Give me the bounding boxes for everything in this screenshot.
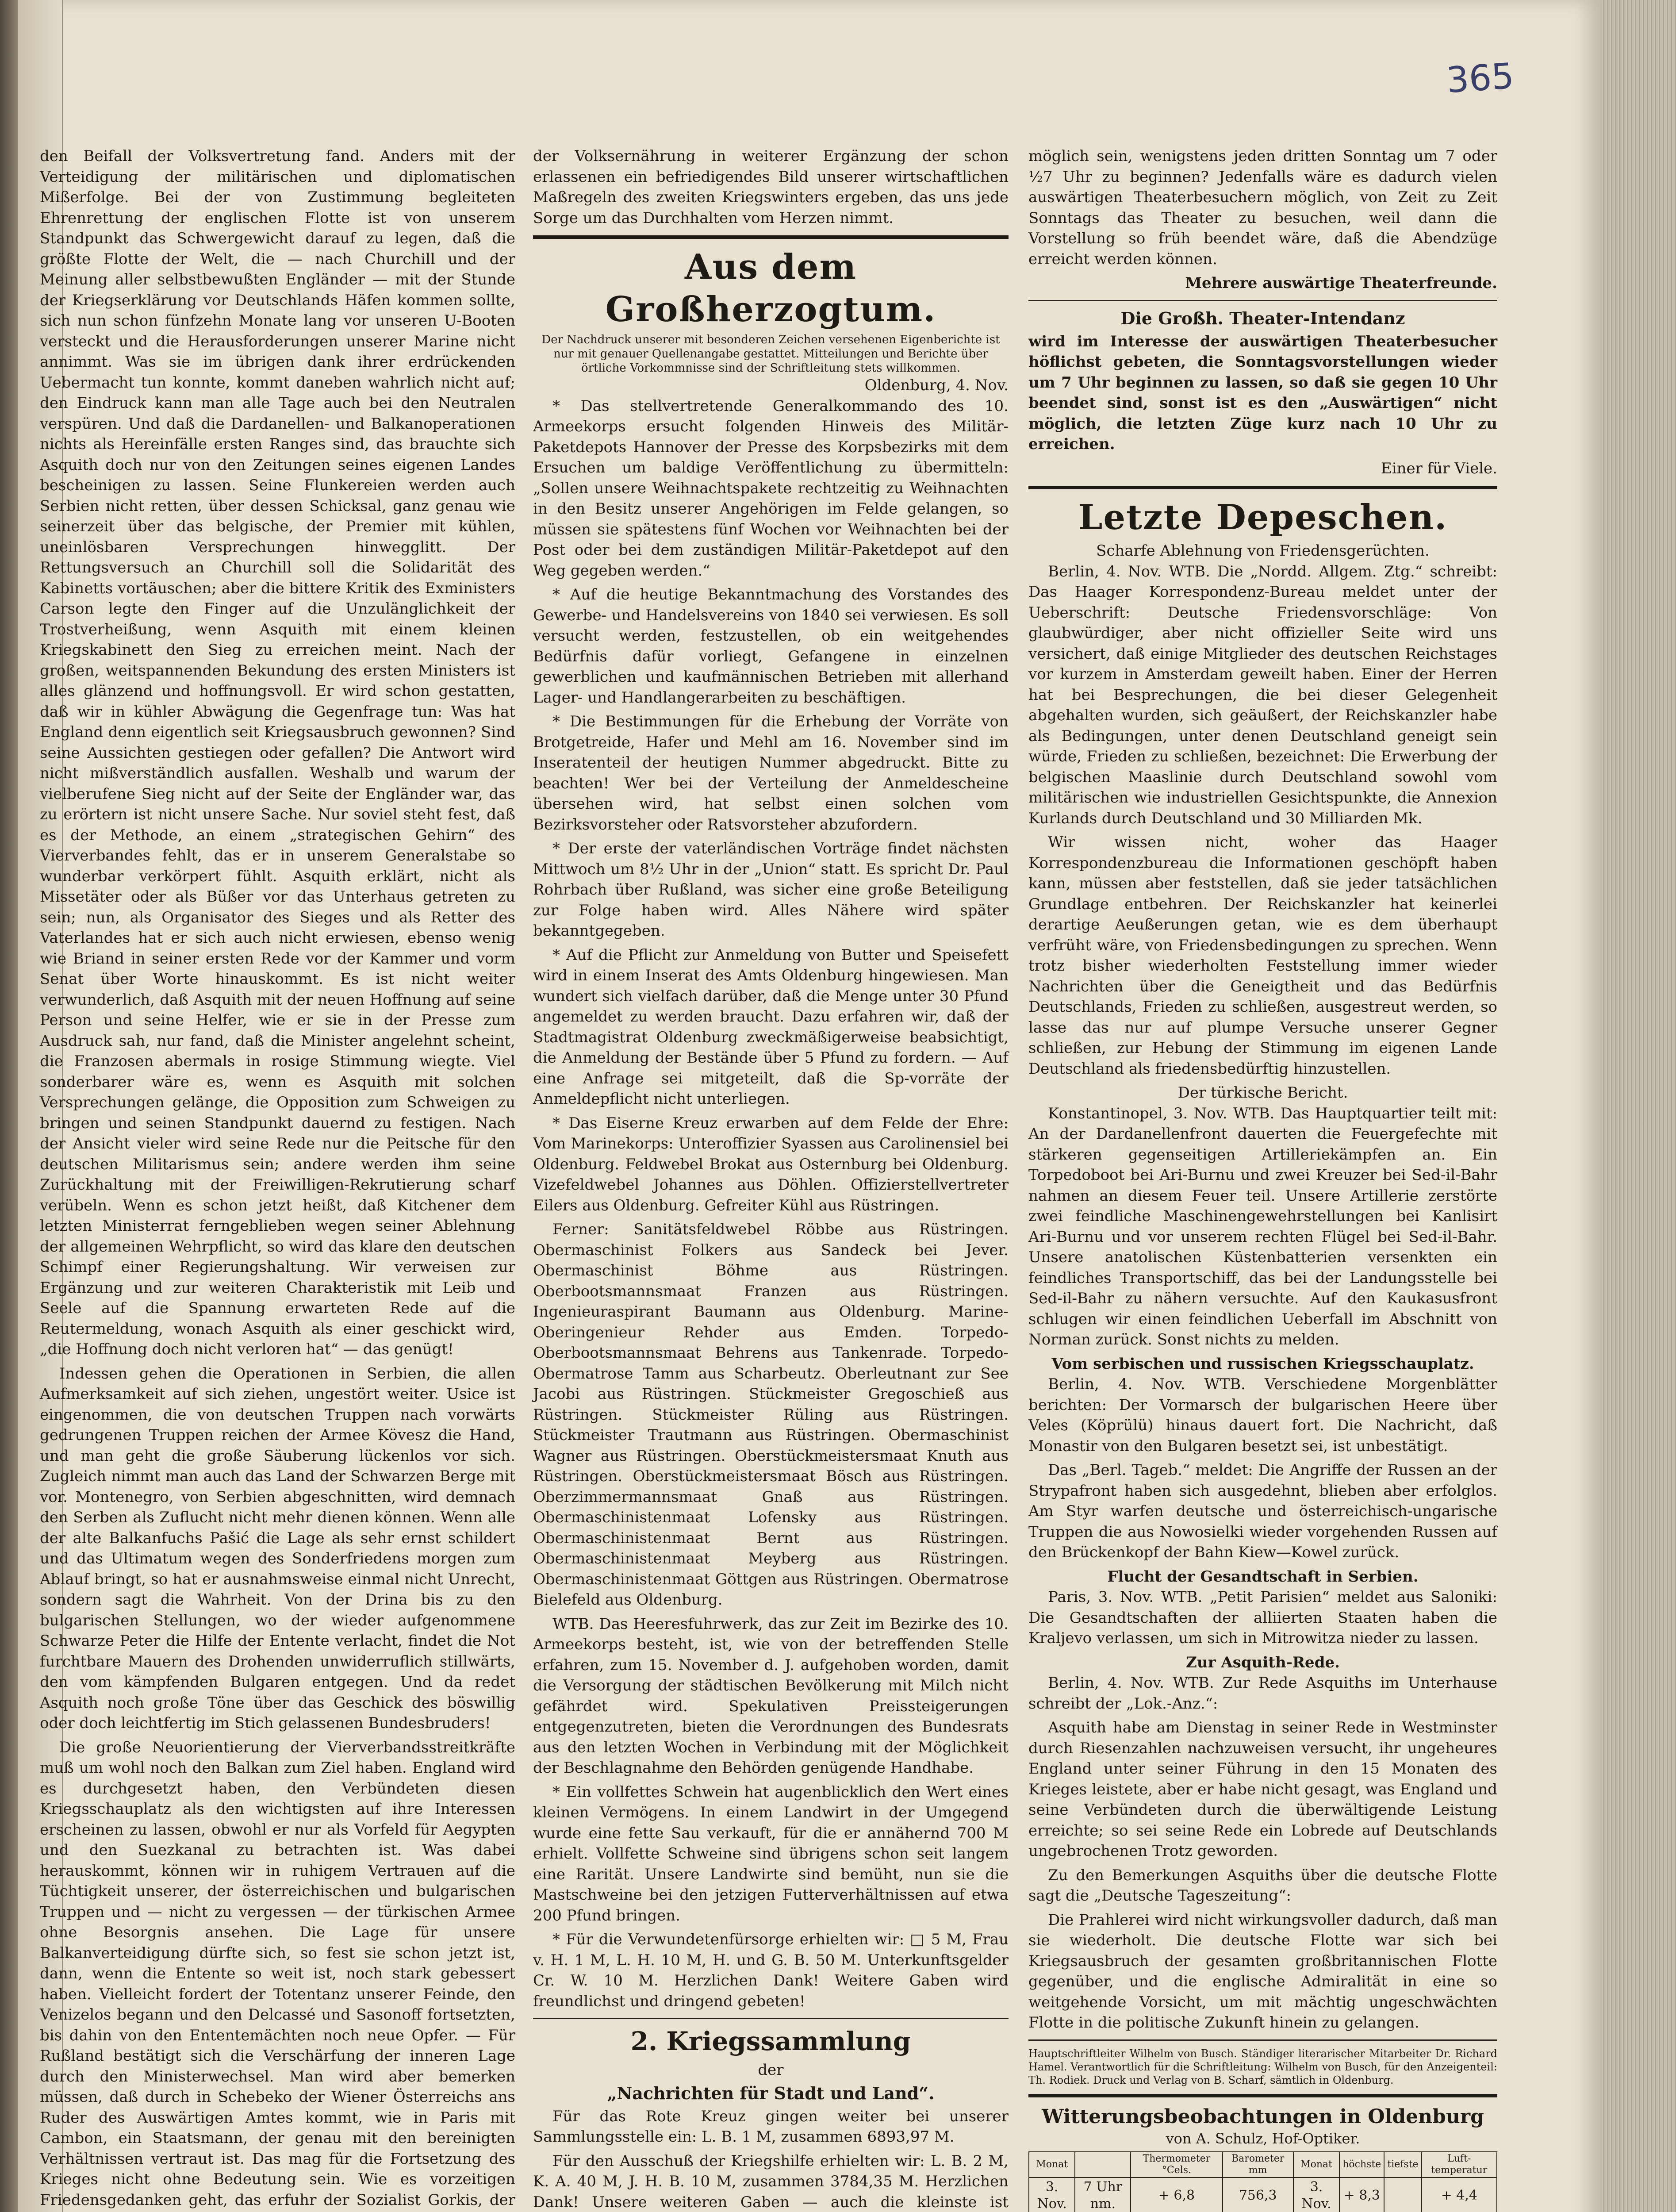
news-item: WTB. Das Heeresfuhrwerk, das zur Zeit im Bezirke des 10. Armeekorps besteht, ist, wie von der betreffenden Stelle erfahren, zum 15. November d. J. aufgehoben worden, damit die Versorgung der städtischen Bevölkerung mit Milch nicht gefährdet wird. Spekulativen Preissteigerungen entgegenzutreten, bieten die Verordnungen des Bundesrats aus den letzten Wochen in Verbindung mit der Möglichkeit der Beschlagnahme den Behörden genügende Handhabe. [533, 1615, 1009, 1777]
weather-header [1075, 2152, 1131, 2177]
collection-item: Für das Rote Kreuz gingen weiter bei unserer Sammlungsstelle ein: L. B. 1 M, zusammen 6893,97 M. [533, 2107, 1009, 2146]
intendanz-sign: Einer für Viele. [1381, 459, 1497, 477]
col1-paragraph: Die große Neuorientierung der Vierverbandsstreitkräfte muß um wohl noch den Balkan zum Ziel haben. England wird es durchgesetzt haben, den Verbündeten diesen Kriegsschauplatz als den wichtigsten auf ihre Interessen erscheinen zu lassen, obwohl er nur als Vorfeld für Aegypten und den Suezkanal zu betrachten ist. Was dabei herauskommt, können wir in ruhigem Vertrauen auf die Tüchtigkeit unserer, der österreichischen und bulgarischen Truppen und — nicht zu vergessen — der türkischen Armee ohne Besorgnis ansehen. Die Lage für unsere Balkanverteidigung dürfte sich, so fest sie schon jetzt ist, dann, wenn die Entente so weit ist, noch stark gebessert haben. Vielleicht fordert der Totentanz unserer Feinde, den Venizelos begann und den Delcassé und Sasonoff fortsetzten, bis dahin von den Ententemächten noch neue Opfer. — Für Rußland bestätigt sich die Verschärfung der inneren Lage durch den Ministerwechsel. Man wird aber bemerken müssen, daß durch in Schebeko der Wiener Österreichs ans Ruder des Auswärtigen Amtes kommt, wie in Paris mit Cambon, ein Staatsmann, der genau mit den bereinigten Verhältnissen vertraut ist. Das mag für die Fortsetzung des Krieges nicht ohne Bedeutung sein. Wie es vorzeitigen Friedensgedanken geht, das erfuhr der Sozialist Gorkis, der [40, 1738, 515, 2209]
table-row [1029, 2177, 1497, 2212]
weather-table [1028, 2151, 1497, 2212]
weather-header-row [1029, 2152, 1497, 2177]
dep5-sub: Zur Asquith-Rede. [1186, 1653, 1340, 1671]
col1-paragraph: Indessen gehen die Operationen in Serbien, die allen Aufmerksamkeit auf sich ziehen, ungestört weiter. Usice ist eingenommen, die von deutschen Truppen nach vorwärts gedrungenen Truppen reichen der Armee Kövesz die Hand, und man geht die große Säuberung lückenlos vor sich. Zugleich nimmt man auch das Land der Schwarzen Berge mit vor. Montenegro, von Serbien abgeschnitten, wird demnach den Serben als Zuflucht nicht mehr dienen können. Wenn alle der alte Balkanfuchs Pašić die Lage als sehr ernst schildert und das Ultimatum wegen des Sonderfriedens morgen zum Ablauf bringt, so hat er ausnahmsweise einmal nicht Unrecht, sondern sagt die Wahrheit. Von der Drina bis zu den bulgarischen Stellungen, wo der wieder aufgenommene Schwarze Peter die Hilfe der Entente verlacht, findet die Not furchtbare Mauern des Drohenden unwiderruflich stillwärts, den vom kämpfenden Bulgaren entgegen. Und da redet Asquith noch große Töne über das Geschick des böswillig oder doch leichtfertig im Stich gelassenen Bundesbruders! [40, 1364, 515, 1732]
weather-header: Thermometer °Cels. [1131, 2152, 1222, 2177]
page-stack-edge [1601, 0, 1676, 2212]
weather-cell: + 8,3 [1339, 2177, 1384, 2212]
intendanz-title: Die Großh. Theater-Intendanz [1120, 308, 1405, 328]
dep1-text2: Wir wissen nicht, woher das Haager Korrespondenzbureau die Informationen geschöpft haben kann, müssen aber feststellen, daß sie jeder tatsächlichen Grundlage entbehren. Der Reichskanzler hat keinerlei derartige Aeußerungen getan, wie es dem überhaupt verfrüht wäre, von Friedensbedingungen zu sprechen. Wenn trotz bisher wiederholten Feststellung immer wieder Nachrichten über die Geneigtheit und das Bedürfnis Deutschlands, Frieden zu schließen, ausgestreut werden, so lasse das nur auf plumpe Versuche unserer Gegner schließen, zur Hebung der Stimmung im eigenen Lande Deutschland als friedensbedürftig hinzustellen. [1028, 833, 1497, 1078]
collection-item: Für den Ausschuß der Kriegshilfe erhielten wir: L. B. 2 M, K. A. 40 M, J. H. B. 10 M, zusammen 3784,35 M. Herzlichen Dank! Unsere weiteren Gaben — auch die kleinste ist [533, 2152, 1009, 2211]
divider [1028, 2094, 1497, 2097]
col2-intro: der Volksernährung in weiterer Ergänzung der schon erlassenen ein befriedigendes Bild unserer wirtschaftlichen Maßregeln des zweiten Kriegswinters ergeben, das uns jede Sorge um das Durchhalten vom Herzen nimmt. [533, 147, 1009, 227]
dep3-sub: Vom serbischen und russischen Kriegsschauplatz. [1051, 1355, 1474, 1373]
intendanz-text: wird im Interesse der auswärtigen Theaterbesucher höflichst gebeten, die Sonntagsvorstellungen wieder um 7 Uhr beginnen zu lassen, so daß sie gegen 10 Uhr beendet sind, sonst ist es den „Auswärtigen“ nicht möglich, die letzten Züge kurz nach 10 Uhr zu erreichen. [1028, 332, 1497, 453]
dep5-text4: Die Prahlerei wird nicht wirkungsvoller dadurch, daß man sie wiederholt. Die deutsche Flotte war sich bei Kriegsausbruch der gesamten großbritannischen Flotte gegenüber, und die englische Admiralität in eine so weitgehende Vorsicht, um mit mächtig ungeschwächten Flotte in die politische Zukunft hinein zu gelangen. [1028, 1911, 1497, 2032]
dep5-text3: Zu den Bemerkungen Asquiths über die deutsche Flotte sagt die „Deutsche Tageszeitung“: [1028, 1866, 1497, 1905]
dep5-text2: Asquith habe am Dienstag in seiner Rede in Westminster durch Riesenzahlen nachzuweisen versucht, ihr ungeheures England unter seiner Führung in den 15 Monaten des Krieges leistete, aber er habe nicht gesagt, was England und seine Verbündeten durch die überwältigende Leistung erreichte; so sei seine Rede ein Lobrede auf Deutschlands ungebrochenen Trotz geworden. [1028, 1719, 1497, 1860]
dep1-text: Berlin, 4. Nov. WTB. Die „Nordd. Allgem. Ztg.“ schreibt: Das Haager Korrespondenz-Bureau meldet unter der Ueberschrift: Deutsche Friedensvorschläge: Von glaubwürdiger, aber nicht offizieller Seite wird uns versichert, daß einige Mitglieder des deutschen Reichstages vor kurzem in Amsterdam geweilt haben. Einer der Herren hat bei Besprechungen, die bei dieser Gelegenheit abgehalten wurden, sich geäußert, der Reichskanzler habe als Bedingungen, unter denen Deutschland geneigt sein würde, Frieden zu schließen, bezeichnet: Die Erwerbung der belgischen Maaslinie durch Deutschland sowohl vom militärischen wie industriellen Gesichtspunkte, die Annexion Kurlands durch Deutschland und 30 Milliarden Mk. [1028, 562, 1497, 827]
dep1-sub: Scharfe Ablehnung von Friedensgerüchten. [1096, 542, 1430, 560]
weather-cell: + 4,4 [1422, 2177, 1497, 2212]
weather-header: Monat [1293, 2152, 1339, 2177]
divider [1028, 300, 1497, 301]
weather-cell: 7 Uhr nm. [1075, 2177, 1131, 2212]
dep5-text: Berlin, 4. Nov. WTB. Zur Rede Asquiths im Unterhause schreibt der „Lok.-Anz.“: [1028, 1674, 1497, 1713]
weather-cell: + 6,8 [1131, 2177, 1222, 2212]
divider [533, 2018, 1009, 2019]
news-item: * Für die Verwundetenfürsorge erhielten wir: □ 5 M, Frau v. H. 1 M, L. H. 10 M, H. und G. B. 50 M. Unterkunftsgelder Cr. W. 10 M. Herzlichen Dank! Weitere Gaben wird freundlichst und dringend gebeten! [533, 1931, 1009, 2010]
news-item: * Das stellvertretende Generalkommando des 10. Armeekorps ersucht folgenden Hinweis des Militär-Paketdepots Hannover der Presse des Korpsbezirks mit dem Ersuchen um baldige Veröffentlichung zu übermitteln: „Sollen unsere Weihnachtspakete rechtzeitig zu Weihnachten in den Besitz unserer Angehörigen im Felde gelangen, so müssen sie spätestens fünf Wochen vor Weihnachten bei der Post oder bei dem zuständigen Militär-Paketdepot auf den Weg gegeben werden.“ [533, 397, 1009, 580]
weather-cell: 3. Nov. [1029, 2177, 1075, 2212]
col1-paragraph: den Beifall der Volksvertretung fand. Anders mit der Verteidigung der militärischen und diplomatischen Mißerfolge. Bei der von Zustimmung begleiteten Ehrenrettung der englischen Flotte ist von unserem Standpunkt das Schwergewicht darauf zu legen, daß die größte Flotte der Welt, die — nach Churchill und der Meinung aller selbstbewußten Engländer — mit der Stunde der Kriegserklärung vor Deutschlands Häfen kommen sollte, sich nun schon fünfzehn Monate lang vor unseren U-Booten versteckt und die Herausforderungen unserer Marine nicht annimmt. Was sie im übrigen dank ihrer erdrückenden Uebermacht tun konnte, kommt daneben wahrlich nicht auf; den Eindruck kann man alle Tage auch bei den Neutralen verspüren. Und daß die Dardanellen- und Balkanoperationen nichts als Hereinfälle ersten Ranges sind, das brauchte sich Asquith doch nur von den Zeitungen seines eigenen Landes bescheinigen zu lassen. Seine Flunkereien werden auch Serbien nicht retten, über dessen Schicksal, ganz genau wie seinerzeit über das belgische, der Premier mit kühlen, uneinlösbaren Versprechungen hinwegglitt. Der Rettungsversuch an Churchill soll die Solidarität des Kabinetts vortäuschen; aber die bittere Kritik des Exministers Carson legte den Finger auf die Unzulänglichkeit der Trostverheißung, wenn Asquith mit einem kleinen Kriegskabinett den Sieg zu erreichen meint. Nach der großen, weitspannenden Bekundung des ersten Ministers ist alles glänzend und hoffnungsvoll. Er wird schon gestatten, daß wir in kühler Abwägung die Gegenfrage tun: Was hat England denn eigentlich seit Kriegsausbruch gewonnen? Sind seine Aussichten gestiegen oder gefallen? Die Antwort wird nicht mißverständlich ausfallen. Weshalb und warum der vielberufene Sieg nicht auf der Seite der Engländer war, das zu erörtern ist nicht unsere Sache. Nur soviel steht fest, daß es der Methode, an einem „strategischen Gehirn“ des Vierverbandes fehlt, das er in unserem Generalstabe so wunderbar verkörpert fühlt. Asquith erklärt, nicht als Missetäter oder als Büßer vor das Unterhaus getreten zu sein; nun, als Organisator des Sieges und als Retter des Vaterlandes hat er sich auch nicht erwiesen, ebenso wenig wie Briand in seiner ersten Rede vor der Kammer und vorm Senat über Worte hinauskommt. Es ist nicht weiter verwunderlich, daß Asquith mit der neuen Hoffnung auf seine Person und seine Helfer, wie er sie in der Presse zum Ausdruck sah, nur fand, daß die Minister angelehnt scheint, die Franzosen abermals in rosige Stimmung wiegte. Viel sonderbarer wäre es, wenn es Asquith mit solchen Versprechungen gelänge, die Opposition zum Schweigen zu bringen und seinen Standpunkt dauernd zu festigen. Nach der Ansicht vieler wird seine Rede nur die Peitsche für den deutschen Militarismus sein; andere werden ihm seine Zurückhaltung mit der Freiwilligen-Rekrutierung scharf verübeln. Wenn es schon jetzt heißt, daß Kitchener dem letzten Ministerrat ferngeblieben wegen seiner Ablehnung der allgemeinen Wehrpflicht, so wird das klare den deutschen Schimpf einer Regierungshaltung. Wir verweisen zur Ergänzung und zur weiteren Charakteristik mit Leib und Seele auf die Spannung erwarteten Rede auf die Reutermeldung, wonach Asquith als einer geschickt wird, „die Hoffnung doch nicht verloren hat“ — das genügt! [40, 147, 515, 1358]
page-number: 365 [1445, 55, 1515, 101]
divider [533, 235, 1009, 239]
weather-title: Witterungsbeobachtungen in Oldenburg [1042, 2105, 1484, 2128]
news-item: * Auf die Pflicht zur Anmeldung von Butter und Speisefett wird in einem Inserat des Amts Oldenburg hingewiesen. Man wundert sich vielfach darüber, daß die Menge unter 30 Pfund angemeldet zu werden braucht. Dazu erfahren wir, daß der Stadtmagistrat Oldenburg zweckmäßigerweise beabsichtigt, die Anmeldung der Bestände über 5 Pfund zu fordern. — Auf eine Anfrage sei mitgeteilt, daß die Sp-vorräte der Anmeldepflicht nicht unterliegen. [533, 946, 1009, 1108]
weather-by: von A. Schulz, Hof-Optiker. [1166, 2130, 1360, 2147]
col3-intro: möglich sein, wenigstens jeden dritten Sonntag um 7 oder ½7 Uhr zu beginnen? Jedenfalls wäre es dadurch vielen auswärtigen Theaterbesuchern möglich, von Zeit zu Zeit Sonntags das Theater zu besuchen, weil dann die Vorstellung so früh beendet wäre, daß die Abendzüge erreicht werden können. [1028, 147, 1497, 268]
imprint: Hauptschriftleiter Wilhelm von Busch. Ständiger literarischer Mitarbeiter Dr. Richard Hamel. Verantwortlich für die Schriftleitung: Wilhelm von Busch, für den Anzeigenteil: Th. Rodiek. Druck und Verlag von B. Scharf, sämtlich in Oldenburg. [1028, 2047, 1497, 2086]
intro-sign: Mehrere auswärtige Theaterfreunde. [1185, 274, 1497, 292]
news-item: * Der erste der vaterländischen Vorträge findet nächsten Mittwoch um 8½ Uhr in der „Union“ statt. Es spricht Dr. Paul Rohrbach über Rußland, was sicher eine große Beteiligung zur Folge haben wird. Alles Nähere wird später bekanntgegeben. [533, 840, 1009, 940]
weather-header: tiefste [1384, 2152, 1421, 2177]
section-title-grossherzogtum: Aus dem Großherzogtum. [605, 247, 936, 330]
weather-header: Monat [1029, 2152, 1075, 2177]
weather-header: Barometer mm [1223, 2152, 1293, 2177]
news-item: * Ein vollfettes Schwein hat augenblicklich den Wert eines kleinen Vermögens. In einem Landwirt in der Umgegend wurde eine fette Sau verkauft, für die er annähernd 700 M erhielt. Vollfette Schweine sind übrigens schon seit langem eine Rarität. Unsere Landwirte sind bemüht, nun sie die Mastschweine bei den jetzigen Futterverhältnissen auf etwa 200 Pfund bringen. [533, 1783, 1009, 1924]
depeschen-title: Letzte Depeschen. [1078, 497, 1448, 538]
dep3-text: Berlin, 4. Nov. WTB. Verschiedene Morgenblätter berichten: Der Vormarsch der bulgarischen Heere über Veles (Köprülü) hinaus dauert fort. Die Nachricht, daß Monastir von den Bulgaren besetzt sei, ist unbestätigt. [1028, 1375, 1497, 1455]
divider [1028, 2039, 1497, 2041]
weather-cell [1384, 2177, 1421, 2212]
weather-cell: 756,3 [1223, 2177, 1293, 2212]
column-3 [1028, 146, 1497, 2212]
news-item: * Auf die heutige Bekanntmachung des Vorstandes des Gewerbe- und Handelsvereins von 1840 sei verwiesen. Es soll versucht werden, festzustellen, ob ein weitgehendes Bedürfnis dafür vorliegt, Gefangene in einzelnen gewerblichen und kaufmännischen Betrieben mit allerhand Lager- und Handlangerarbeiten zu beschäftigen. [533, 586, 1009, 707]
weather-header: höchste [1339, 2152, 1384, 2177]
weather-header: Luft-temperatur [1422, 2152, 1497, 2177]
weather-cell: 3. Nov. [1293, 2177, 1339, 2212]
collection-title: 2. Kriegssammlung [630, 2026, 911, 2056]
news-item: Ferner: Sanitätsfeldwebel Röbbe aus Rüstringen. Obermaschinist Folkers aus Sandeck bei Jever. Obermaschinist Böhme aus Rüstringen. Oberbootsmannsmaat Franzen aus Rüstringen. Ingenieuraspirant Baumann aus Oldenburg. Marine-Oberingenieur Rehder aus Emden. Torpedo-Oberbootsmannsmaat Behrens aus Tankenrade. Torpedo-Obermatrose Tamm aus Scharbeutz. Oberleutnant zur See Jacobi aus Rüstringen. Stückmeister Gregoschieß aus Rüstringen. Stückmeister Rüling aus Rüstringen. Stückmeister Trautmann aus Rüstringen. Obermaschinist Wagner aus Rüstringen. Oberstückmeistersmaat Knuth aus Rüstringen. Oberstückmeistersmaat Bösch aus Rüstringen. Oberzimmermannsmaat Gnaß aus Rüstringen. Obermaschinistenmaat Lofensky aus Rüstringen. Obermaschinistenmaat Bernt aus Rüstringen. Obermaschinistenmaat Meyberg aus Rüstringen. Obermaschinistenmaat Göttgen aus Rüstringen. Obermatrose Bielefeld aus Oldenburg. [533, 1221, 1009, 1609]
dep2-sub: Der türkische Bericht. [1177, 1084, 1348, 1102]
divider [1028, 486, 1497, 489]
news-item: * Das Eiserne Kreuz erwarben auf dem Felde der Ehre: Vom Marinekorps: Unteroffizier Syassen aus Carolinensiel bei Oldenburg. Feldwebel Brokat aus Osternburg bei Oldenburg. Vizefeldwebel Johannes aus Döhlen. Offizierstellvertreter Eilers aus Oldenburg. Gefreiter Kühl aus Rüstringen. [533, 1114, 1009, 1214]
dep4-text: Paris, 3. Nov. WTB. „Petit Parisien“ meldet aus Saloniki: Die Gesandtschaften der alliierten Staaten haben die Kraljevo verlassen, um sich in Mitrowitza nieder zu lassen. [1028, 1588, 1497, 1647]
column-2 [533, 146, 1009, 2212]
dep2-text: Konstantinopel, 3. Nov. WTB. Das Hauptquartier teilt mit: An der Dardanellenfront dauerten die Feuergefechte mit stärkeren gegenseitigen Artilleriekämpfen an. Ein Torpedoboot bei Ari-Burnu und zwei Kreuzer bei Sed-il-Bahr nahmen an diesem Feuer teil. Unsere Artillerie zerstörte zwei feindliche Maschinengewehrstellungen bei Kanlisirt Ari-Burnu und vor unserem rechten Flügel bei Sed-il-Bahr. Unsere anatolischen Küstenbatterien versenkten ein feindliches Transportschiff, das bei der Landungsstelle bei Sed-il-Bahr zu nähern versuchte. Auf den Kaukasusfront schlugen wir einen feindlichen Ueberfall im Abschnitt von Norman zurück. Sonst nichts zu melden. [1028, 1104, 1497, 1348]
collection-der: der [758, 2061, 784, 2079]
dep4-sub: Flucht der Gesandtschaft in Serbien. [1107, 1567, 1419, 1586]
book-binding [0, 0, 18, 2212]
news-item: * Die Bestimmungen für die Erhebung der Vorräte von Brotgetreide, Hafer und Mehl am 16. November sind im Inseratenteil der heutigen Nummer abgedruckt. Bitte zu beachten! Wer bei der Verteilung der Anmeldescheine übersehen wird, hat selbst einen solchen vom Bezirksvorsteher oder Ratsvorsteher abzufordern. [533, 713, 1009, 833]
column-1 [40, 146, 515, 2212]
collection-paper: „Nachrichten für Stadt und Land“. [607, 2083, 935, 2103]
dep3-text2: Das „Berl. Tageb.“ meldet: Die Angriffe der Russen an der Strypafront haben sich ausgedehnt, blieben aber erfolglos. Am Styr warfen deutsche und österreichisch-ungarische Truppen die aus Nowosielki wieder vorgehenden Russen auf den Brückenkopf der Bahn Kiew—Kowel zurück. [1028, 1461, 1497, 1561]
dateline: Oldenburg, 4. Nov. [864, 376, 1009, 394]
section-note: Der Nachdruck unserer mit besonderen Zeichen versehenen Eigenberichte ist nur mit genauer Quellenangabe gestattet. Mitteilungen und Berichte über örtliche Vorkommnisse sind der Schriftleitung stets willkommen. [541, 333, 1000, 375]
